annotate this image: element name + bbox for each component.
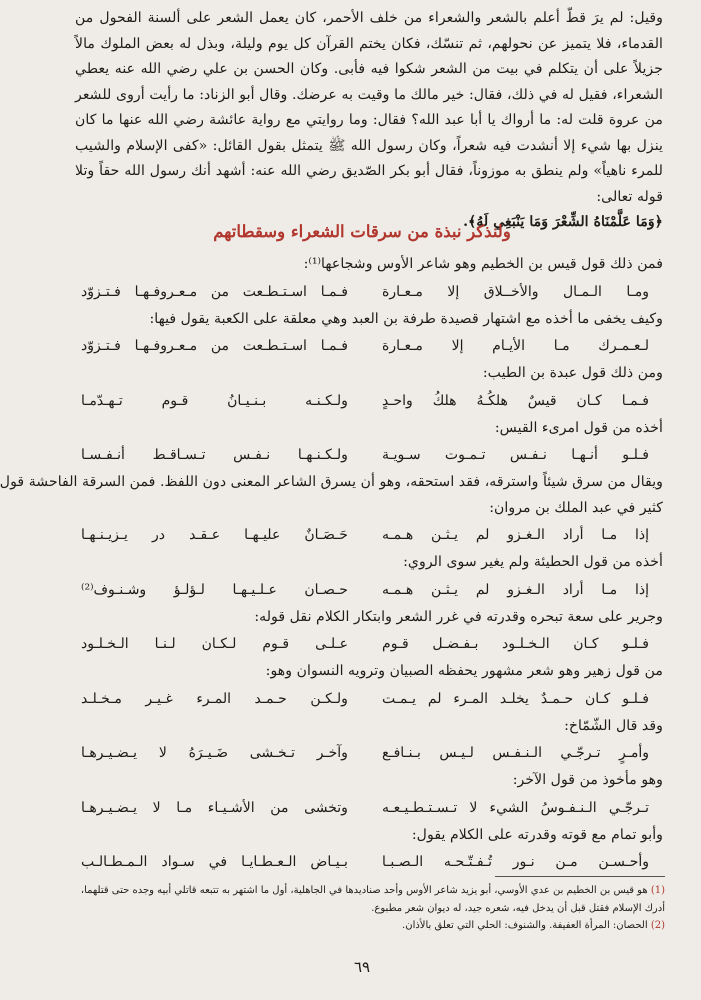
- verse-first-hemistich: إذا مـا أراد الـغـزو لم يـثـن هـمـه: [382, 527, 649, 543]
- footnote-text: هو قيس بن الخطيم بن عدي الأوسي، أبو يزيد شاعر الأوس وأحد صناديدها في الجاهلية، أول ما اشتهر به تتبعه قاتلي أبيه وجده حتى قتلهما، أدرك الإسلام فقتل قبل أن يدخل فيه، شعره جيد، له ديوان شعر مطبوع.: [80, 885, 665, 914]
- footnote-text: الحصان: المرأة العفيفة. والشنوف: الحلي التي تعلق بالأذان.: [402, 920, 648, 931]
- verse-first-hemistich: فـلـو أنـهـا نـفـس تـمـوت سـويـة: [382, 447, 649, 463]
- intro-paragraph: وقيل: لم يرَ قطّ أعلم بالشعر والشعراء من خلف الأحمر، كان يعمل الشعر على ألسنة الفحول من القدماء، فلا يتميز عن نحولهم، ثم تنسّك، فكان يختم القرآن كل يوم وليلة، وبذل له بعض الملوك مالاً جزيلاً على أن يتكلم في بيت من الشعر شكوا فيه فأبى. وكان الحسن بن علي رضي الله عنه يعطي الشعراء، فقيل له في ذلك، فقال: خير مالك ما وقيت به عرضك. وقال أبو الزناد: ما رأيت أروى للشعر من عروة قلت له: ما أرواك يا أبا عبد الله؟ فقال: وما روايتي مع رواية عائشة رضي الله عنها ما كان ينزل بها شيء إلا أنشدت فيه شعراً، وكان رسول الله ﷺ يتمثل بقول القائل: «كفى الإسلام والشيب للمرء ناهياً» ولم ينطق به موزوناً، فقال أبو بكر الصّديق رضي الله عنه: أشهد أنك رسول الله حقاً وتلا قوله تعالى:: [75, 10, 663, 205]
- prose-line: ومن ذلك قول عبدة بن الطيب:: [482, 365, 663, 381]
- quran-verse: ﴿وَمَا عَلَّمْنَاهُ الشِّعْرَ وَمَا يَنْبَغِي لَهُ﴾.: [463, 214, 663, 230]
- verse-first-hemistich: فـلـو كـان حـمـدٌ يخلـد المـرء لم يـمـت: [382, 690, 649, 707]
- prose-line: ويقال من سرق شيئاً واسترقه، فقد استحقه، وهو أن يسرق الشاعر المعنى دون اللفظ. فمن السرقة الفاحشة قول: [0, 474, 663, 490]
- prose-line: فمن ذلك قول قيس بن الخطيم وهو شاعر الأوس وشجاعها⁽¹⁾:: [303, 256, 663, 272]
- verse-second-hemistich: حَـصَـانٌ عليـهـا عـقـد در يـزيـنـهـا: [81, 527, 348, 543]
- intro-section: [75, 6, 663, 236]
- verse-first-hemistich: وأحـسـن مـن نـور تُـفـتّـحـه الـصـبـا: [382, 854, 649, 870]
- footnote-number: (1): [650, 885, 665, 896]
- footnotes: [73, 882, 665, 935]
- prose-line: أخذه من قول الحطيئة ولم يغير سوى الروي:: [403, 554, 663, 570]
- verse-first-hemistich: فـلـو كـان الـخـلـود بـفـضـل قـوم: [382, 636, 649, 652]
- prose-line: كثير في عبد الملك بن مروان:: [489, 499, 663, 516]
- prose-line: وأبو تمام مع قوته وقدرته على الكلام يقول:: [411, 826, 663, 843]
- prose-line: أخذه من قول امرىء القيس:: [494, 419, 663, 436]
- prose-line: وجرير على سعة تبحره وقدرته في غرر الشعر وابتكار الكلام نقل قوله:: [254, 608, 663, 625]
- verse-second-hemistich: فـمـا اسـتـطـعت من مـعـروفـهـا فـتـزوّد: [81, 283, 348, 300]
- poem-verse: [75, 739, 663, 768]
- prose-line: من قول زهير وهو شعر مشهور يحفظه الصبيان وترويه النسوان وهو:: [265, 663, 663, 679]
- poem-verse: [75, 441, 663, 470]
- poem-verse: [75, 630, 663, 659]
- verse-second-hemistich: عـلـى قـوم لـكـان لـنـا الـخـلـود: [81, 636, 348, 652]
- prose-line: وقد قال الشّمّاخ:: [564, 717, 663, 734]
- poem-verse: [75, 576, 663, 605]
- verse-second-hemistich: ولـكـن حـمـد المـرء غـيـر مـخـلـد: [81, 690, 348, 707]
- prose-line: وكيف يخفى ما أخذه مع اشتهار قصيدة طرفة بن العبد وهي معلقة على الكعبة يقول فيها:: [149, 310, 663, 327]
- verse-first-hemistich: وأمـرٍ تـرجّـي الـنـفـس لـيـس بـنـافـع: [382, 745, 649, 761]
- verse-second-hemistich: ولـكـنـهـا نـفـس تـسـاقـط أنـفـسـا: [81, 447, 348, 463]
- verse-second-hemistich: وآخـر تـخـشى ضَـيـرَهُ لا يـضـيـرهـا: [81, 745, 348, 761]
- verse-second-hemistich: حـصـان عـلـيـهـا لـؤلـؤ وشـنـوف⁽²⁾: [81, 581, 348, 598]
- poem-verse: [75, 848, 663, 877]
- poem-verse: [75, 387, 663, 416]
- verse-second-hemistich: فـمـا اسـتـطـعت من مـعـروفـهـا فـتـزوّد: [81, 338, 348, 354]
- verse-first-hemistich: تـرجّـي الـنـفـوسُ الشيء لا تـسـتـطـيـعـه: [382, 799, 649, 816]
- section-heading: ولنذكر نبذة من سرقات الشعراء وسقطاتهم: [213, 222, 511, 241]
- poem-verse: [75, 685, 663, 714]
- verse-first-hemistich: إذا مـا أراد الـغـزو لم يـثـن هـمـه: [382, 581, 649, 598]
- poem-verse: [75, 794, 663, 823]
- verse-first-hemistich: فـمـا كـان قيسٌ هلكُـهُ هلكُ واحـدٍ: [382, 392, 649, 409]
- verse-first-hemistich: لـعـمـرك مـا الأيـام إلا مـعـارة: [382, 338, 649, 354]
- prose-line: وهو مأخوذ من قول الآخر:: [512, 772, 663, 788]
- poem-verse: [75, 278, 663, 307]
- poem-verse: [75, 521, 663, 550]
- footnote-number: (2): [650, 920, 665, 931]
- footnote-divider: [495, 876, 665, 877]
- footnote-item: [73, 917, 665, 935]
- verse-second-hemistich: وتخشى من الأشـيـاء مـا لا يـضـيـرهـا: [81, 799, 348, 816]
- verse-second-hemistich: بـيـاض الـعـطـايـا في سـواد الـمـطـالـب: [81, 854, 348, 870]
- page-number: ٦٩: [353, 958, 371, 976]
- footnote-item: [73, 882, 665, 917]
- verse-second-hemistich: ولـكـنـه بـنـيـانُ قـوم تـهـدّمـا: [81, 392, 348, 409]
- section-body: [0, 252, 663, 877]
- poem-verse: [75, 332, 663, 361]
- verse-first-hemistich: ومـا الـمـال والأخــلاق إلا مـعـارة: [382, 283, 649, 300]
